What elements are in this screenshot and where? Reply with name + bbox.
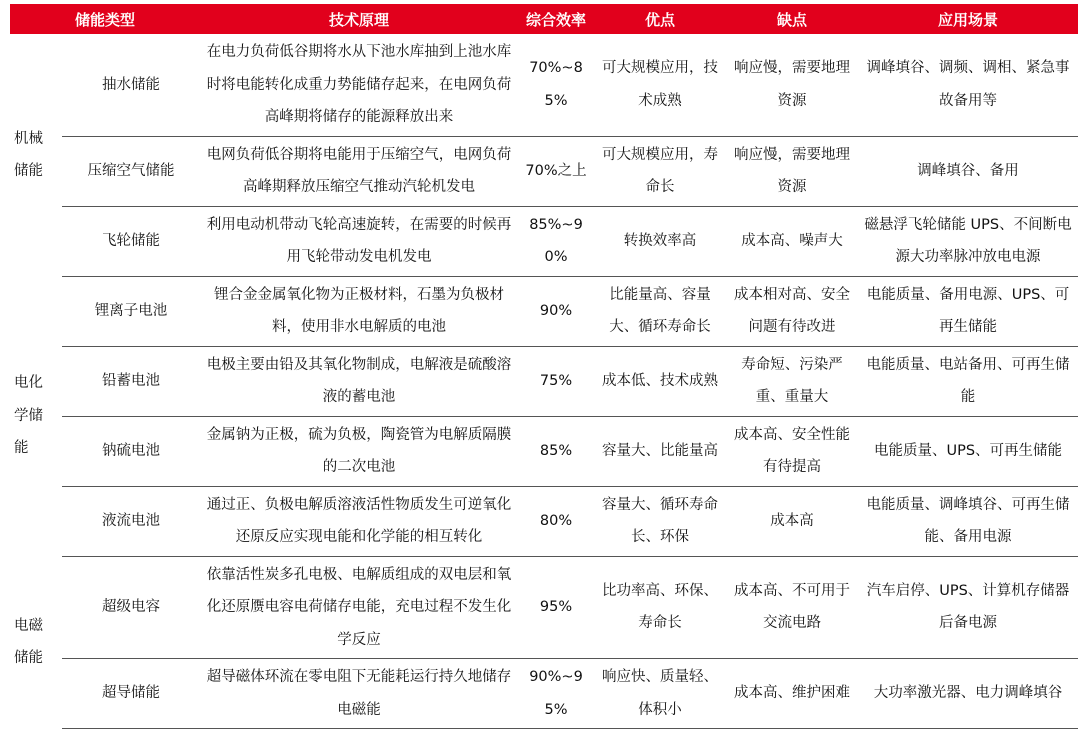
type-name: 液流电池 xyxy=(62,486,200,556)
category-electromagnetic: 电磁储能 xyxy=(14,617,43,667)
table-row xyxy=(10,486,1078,556)
efficiency-cell: 75% xyxy=(518,346,594,416)
type-name: 锂离子电池 xyxy=(62,276,200,346)
category-mechanical: 机械储能 xyxy=(14,130,43,179)
table-row xyxy=(10,206,1078,276)
efficiency-cell: 85% xyxy=(518,416,594,486)
cons-cell: 成本高、维护困难 xyxy=(726,659,858,729)
cons-cell: 成本高 xyxy=(726,486,858,556)
header-pros: 优点 xyxy=(594,4,726,34)
pros-cell: 成本低、技术成熟 xyxy=(594,346,726,416)
header-efficiency: 综合效率 xyxy=(518,4,594,34)
table-row xyxy=(10,276,1078,346)
cons-cell: 成本相对高、安全问题有待改进 xyxy=(726,276,858,346)
principle-cell: 电极主要由铅及其氧化物制成，电解液是硫酸溶液的蓄电池 xyxy=(200,346,518,416)
efficiency-cell: 85%~90% xyxy=(518,206,594,276)
table-row xyxy=(10,659,1078,729)
scenarios-cell: 调峰填谷、调频、调相、紧急事故备用等 xyxy=(858,34,1078,136)
scenarios-cell: 调峰填谷、备用 xyxy=(858,136,1078,206)
type-name: 飞轮储能 xyxy=(62,206,200,276)
principle-cell: 锂合金金属氧化物为正极材料，石墨为负极材料，使用非水电解质的电池 xyxy=(200,276,518,346)
efficiency-cell: 95% xyxy=(518,556,594,659)
scenarios-cell: 电能质量、电站备用、可再生储能 xyxy=(858,346,1078,416)
cons-cell: 响应慢，需要地理资源 xyxy=(726,34,858,136)
scenarios-cell: 汽车启停、UPS、计算机存储器后备电源 xyxy=(858,556,1078,659)
principle-cell: 金属钠为正极，硫为负极，陶瓷管为电解质隔膜的二次电池 xyxy=(200,416,518,486)
efficiency-cell: 70%之上 xyxy=(518,136,594,206)
header-cons: 缺点 xyxy=(726,4,858,34)
cons-cell: 成本高、不可用于交流电路 xyxy=(726,556,858,659)
cons-cell: 响应慢，需要地理资源 xyxy=(726,136,858,206)
pros-cell: 可大规模应用，技术成熟 xyxy=(594,34,726,136)
header-scenarios: 应用场景 xyxy=(858,4,1078,34)
principle-cell: 通过正、负极电解质溶液活性物质发生可逆氧化还原反应实现电能和化学能的相互转化 xyxy=(200,486,518,556)
pros-cell: 比功率高、环保、寿命长 xyxy=(594,556,726,659)
cons-cell: 寿命短、污染严重、重量大 xyxy=(726,346,858,416)
pros-cell: 转换效率高 xyxy=(594,206,726,276)
type-name: 超级电容 xyxy=(62,556,200,659)
pros-cell: 响应快、质量轻、体积小 xyxy=(594,659,726,729)
table-row xyxy=(10,34,1078,136)
header-type: 储能类型 xyxy=(10,4,200,34)
principle-cell: 在电力负荷低谷期将水从下池水库抽到上池水库时将电能转化成重力势能储存起来，在电网负荷高峰期将储存的能源释放出来 xyxy=(200,34,518,136)
principle-cell: 超导磁体环流在零电阻下无能耗运行持久地储存电磁能 xyxy=(200,659,518,729)
table-row xyxy=(10,556,1078,659)
energy-storage-table xyxy=(10,4,1078,729)
type-name: 钠硫电池 xyxy=(62,416,200,486)
scenarios-cell: 磁悬浮飞轮储能 UPS、不间断电源大功率脉冲放电电源 xyxy=(858,206,1078,276)
table-row xyxy=(10,416,1078,486)
pros-cell: 可大规模应用，寿命长 xyxy=(594,136,726,206)
type-name: 超导储能 xyxy=(62,659,200,729)
efficiency-cell: 90% xyxy=(518,276,594,346)
scenarios-cell: 电能质量、备用电源、UPS、可再生储能 xyxy=(858,276,1078,346)
header-principle: 技术原理 xyxy=(200,4,518,34)
pros-cell: 比能量高、容量大、循环寿命长 xyxy=(594,276,726,346)
table-row xyxy=(10,346,1078,416)
scenarios-cell: 大功率激光器、电力调峰填谷 xyxy=(858,659,1078,729)
type-name: 抽水储能 xyxy=(62,34,200,136)
table-row xyxy=(10,136,1078,206)
principle-cell: 电网负荷低谷期将电能用于压缩空气，电网负荷高峰期释放压缩空气推动汽轮机发电 xyxy=(200,136,518,206)
category-electrochemical: 电化学储能 xyxy=(14,375,43,457)
type-name: 压缩空气储能 xyxy=(62,136,200,206)
type-name: 铅蓄电池 xyxy=(62,346,200,416)
cons-cell: 成本高、安全性能有待提高 xyxy=(726,416,858,486)
principle-cell: 依靠活性炭多孔电极、电解质组成的双电层和氧化还原赝电容电荷储存电能，充电过程不发生化学反应 xyxy=(200,556,518,659)
scenarios-cell: 电能质量、调峰填谷、可再生储能、备用电源 xyxy=(858,486,1078,556)
efficiency-cell: 70%~85% xyxy=(518,34,594,136)
principle-cell: 利用电动机带动飞轮高速旋转，在需要的时候再用飞轮带动发电机发电 xyxy=(200,206,518,276)
efficiency-cell: 90%~95% xyxy=(518,659,594,729)
table-header-row xyxy=(10,4,1078,34)
scenarios-cell: 电能质量、UPS、可再生储能 xyxy=(858,416,1078,486)
cons-cell: 成本高、噪声大 xyxy=(726,206,858,276)
efficiency-cell: 80% xyxy=(518,486,594,556)
pros-cell: 容量大、循环寿命长、环保 xyxy=(594,486,726,556)
pros-cell: 容量大、比能量高 xyxy=(594,416,726,486)
